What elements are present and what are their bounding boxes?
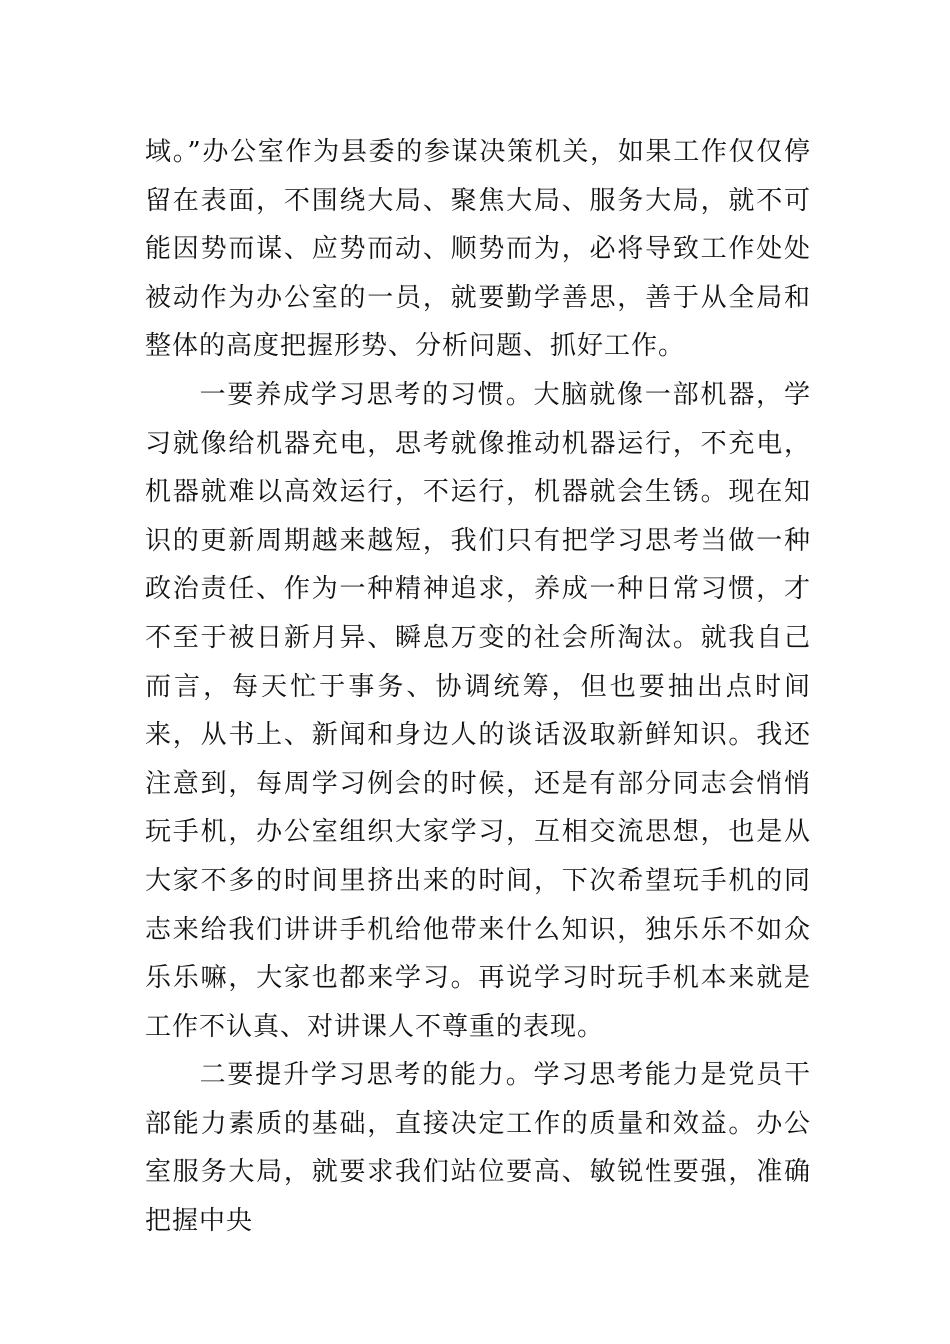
- document-page: [145, 128, 811, 1246]
- paragraph-continuation: 域。”办公室作为县委的参谋决策机关，如果工作仅仅停留在表面，不围绕大局、聚焦大局、服务大局，就不可能因势而谋、应势而动、顺势而为，必将导致工作处处被动作为办公室的一员，就要勤学善思，善于从全局和整体的高度把握形势、分析问题、抓好工作。: [145, 137, 811, 362]
- paragraph-learning-ability: 二要提升学习思考的能力。学习思考能力是党员干部能力素质的基础，直接决定工作的质量和效益。办公室服务大局，就要求我们站位要高、敏锐性要强，准确把握中央: [145, 1060, 811, 1237]
- paragraph-learning-habit: 一要养成学习思考的习惯。大脑就像一部机器，学习就像给机器充电，思考就像推动机器运行，不充电，机器就难以高效运行，不运行，机器就会生锈。现在知识的更新周期越来越短，我们只有把学习思考当做一种政治责任、作为一种精神追求，养成一种日常习惯，才不至于被日新月异、瞬息万变的社会所淘汰。就我自己而言，每天忙于事务、协调统筹，但也要抽出点时间来，从书上、新闻和身边人的谈话汲取新鲜知识。我还注意到，每周学习例会的时候，还是有部分同志会悄悄玩手机，办公室组织大家学习，互相交流思想，也是从大家不多的时间里挤出来的时间，下次希望玩手机的同志来给我们讲讲手机给他带来什么知识，独乐乐不如众乐乐嘛，大家也都来学习。再说学习时玩手机本来就是工作不认真、对讲课人不尊重的表现。: [145, 379, 811, 1042]
